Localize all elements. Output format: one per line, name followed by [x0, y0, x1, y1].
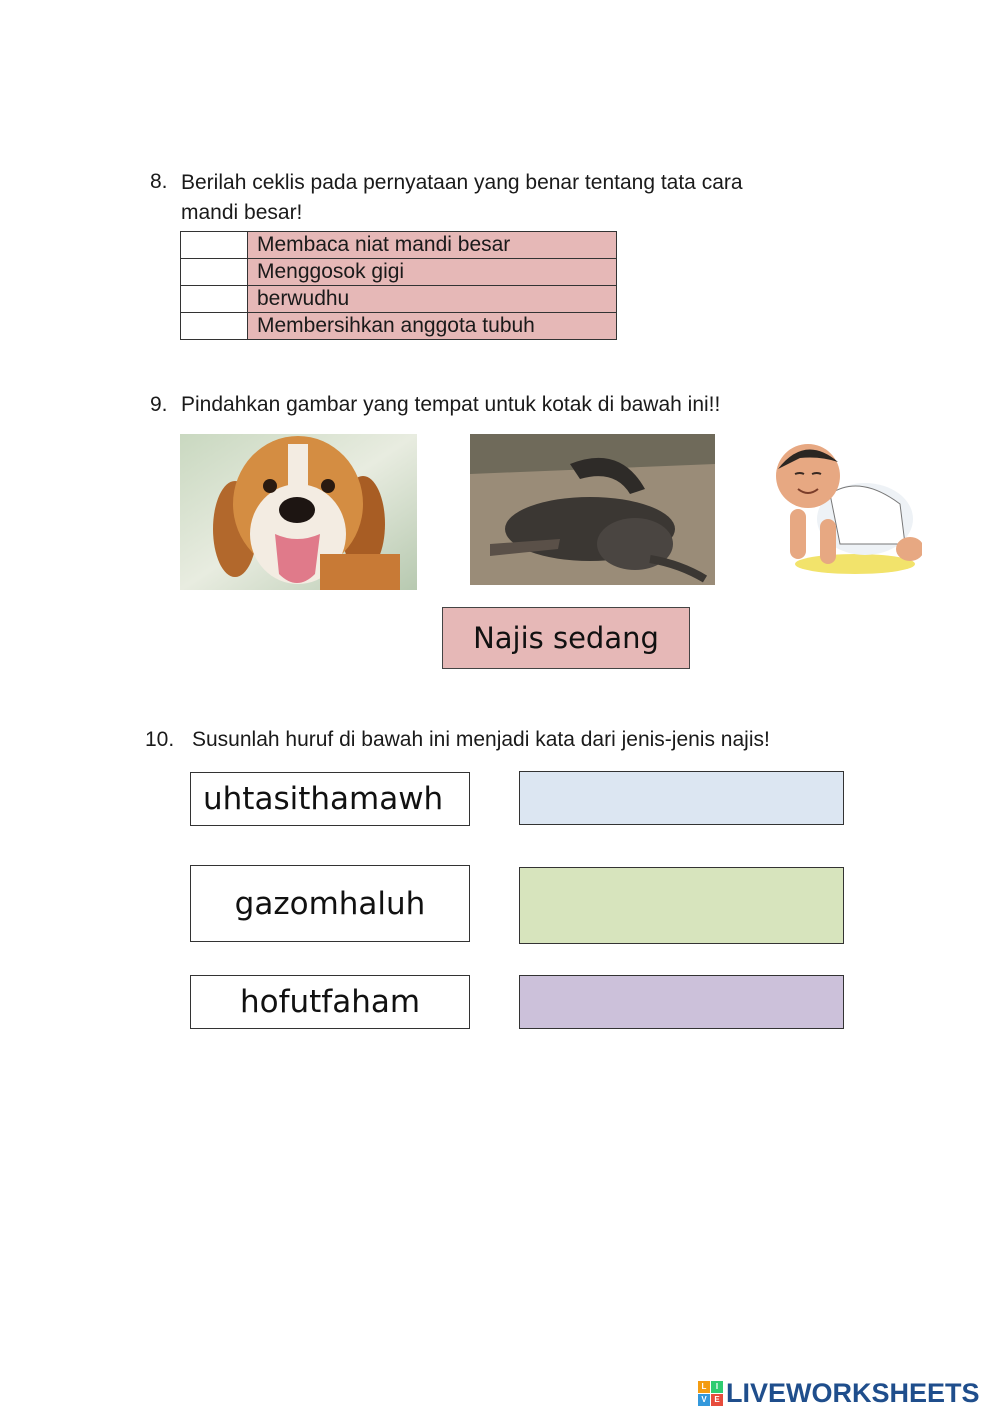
scrambled-word-2: gazomhaluh [190, 865, 470, 942]
logo-letter: L [698, 1381, 710, 1393]
logo-letter: V [698, 1394, 710, 1406]
question-8-line-1: Berilah ceklis pada pernyataan yang benar tentang tata cara [181, 171, 743, 194]
baby-image[interactable] [760, 434, 922, 588]
dog-image[interactable] [180, 434, 417, 590]
checklist-option-4: Membersihkan anggota tubuh [248, 313, 617, 340]
question-9-text: Pindahkan gambar yang tempat untuk kotak di bawah ini!! [181, 393, 721, 416]
question-9-number: 9. [150, 393, 168, 416]
question-8-line-2: mandi besar! [181, 201, 303, 224]
checkbox-1[interactable] [181, 232, 248, 259]
logo-letter: E [711, 1394, 723, 1406]
question-8-text [181, 168, 743, 228]
buffalo-illustration [470, 434, 715, 585]
dead-buffalo-image[interactable] [470, 434, 715, 585]
checklist-row [181, 232, 617, 259]
answer-box-1[interactable] [519, 771, 844, 825]
logo-letter: I [711, 1381, 723, 1393]
checklist-option-2: Menggosok gigi [248, 259, 617, 286]
drop-target-najis-sedang[interactable]: Najis sedang [442, 607, 690, 669]
question-10-number: 10. [145, 728, 175, 751]
logo-icon [698, 1381, 723, 1406]
answer-box-2[interactable] [519, 867, 844, 944]
brand-name: LIVEWORKSHEETS [726, 1377, 980, 1408]
checkbox-3[interactable] [181, 286, 248, 313]
checkbox-4[interactable] [181, 313, 248, 340]
scrambled-word-1: uhtasithamawh [190, 772, 470, 826]
dog-illustration [180, 434, 417, 590]
checklist-row [181, 259, 617, 286]
checklist-row [181, 286, 617, 313]
question-10-text: Susunlah huruf di bawah ini menjadi kata dari jenis-jenis najis! [192, 728, 770, 751]
checklist-row [181, 313, 617, 340]
question-8-number: 8. [150, 170, 168, 193]
checklist-option-3: berwudhu [248, 286, 617, 313]
baby-illustration [760, 434, 922, 588]
checklist-option-1: Membaca niat mandi besar [248, 232, 617, 259]
scrambled-word-3: hofutfaham [190, 975, 470, 1029]
answer-box-3[interactable] [519, 975, 844, 1029]
checklist-table [180, 231, 617, 340]
liveworksheets-logo [698, 1378, 980, 1408]
checkbox-2[interactable] [181, 259, 248, 286]
